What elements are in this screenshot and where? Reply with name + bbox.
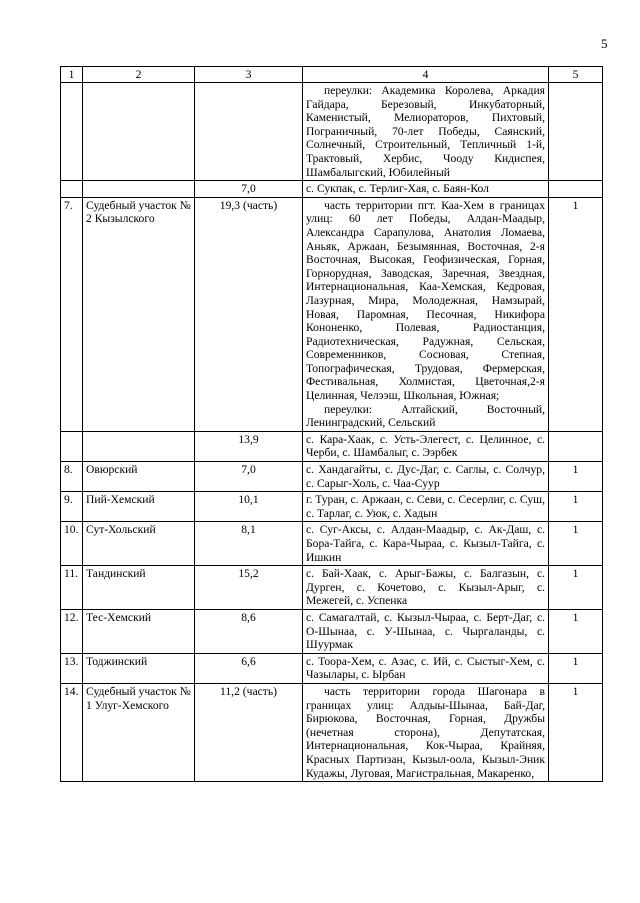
row-number: 10. xyxy=(61,522,83,566)
column-number: 2 xyxy=(83,67,195,83)
district-territory xyxy=(303,653,549,683)
row-number: 9. xyxy=(61,492,83,522)
district-count: 1 xyxy=(549,522,603,566)
district-count xyxy=(549,83,603,181)
table-row xyxy=(61,609,603,653)
district-area: 6,6 xyxy=(195,653,303,683)
district-territory xyxy=(303,522,549,566)
column-number: 3 xyxy=(195,67,303,83)
district-name xyxy=(83,181,195,198)
territory-paragraph: с. Тоора-Хем, с. Азас, с. Ий, с. Сыстыг-Хем, с. Чазылары, с. Ырбан xyxy=(306,654,545,682)
district-name: Тоджинский xyxy=(83,653,195,683)
district-count xyxy=(549,431,603,461)
district-area: 15,2 xyxy=(195,566,303,610)
territory-paragraph: с. Суг-Аксы, с. Алдан-Маадыр, с. Ак-Даш, с. Бора-Тайга, с. Кара-Чыраа, с. Кызыл-Тайга, с. Ишкин xyxy=(306,523,545,564)
row-number: 11. xyxy=(61,566,83,610)
page-number: 5 xyxy=(601,36,608,51)
district-count: 1 xyxy=(549,197,603,431)
district-territory xyxy=(303,609,549,653)
district-territory xyxy=(303,462,549,492)
table-row xyxy=(61,653,603,683)
territory-paragraph: с. Самагалтай, с. Кызыл-Чыраа, с. Берт-Даг, с. О-Шынаа, с. У-Шынаа, с. Чыргаланды, с. Шуурмак xyxy=(306,610,545,652)
table-row xyxy=(61,566,603,610)
row-number: 12. xyxy=(61,609,83,653)
column-number: 5 xyxy=(549,67,603,83)
territory-paragraph: с. Кара-Хаак, с. Усть-Элегест, с. Целинное, с. Черби, с. Шамбалыг, с. Ээрбек xyxy=(306,432,545,460)
table-row xyxy=(61,181,603,198)
table-row xyxy=(61,431,603,461)
district-name: Тандинский xyxy=(83,566,195,610)
district-name: Судебный участок № 2 Кызылского xyxy=(83,197,195,431)
district-area: 19,3 (часть) xyxy=(195,197,303,431)
column-number: 4 xyxy=(303,67,549,83)
table-row xyxy=(61,522,603,566)
row-number xyxy=(61,181,83,198)
district-name: Судебный участок № 1 Улуг-Хемского xyxy=(83,683,195,781)
district-area: 13,9 xyxy=(195,431,303,461)
district-name: Тес-Хемский xyxy=(83,609,195,653)
judicial-districts-table xyxy=(60,66,603,782)
territory-paragraph: с. Бай-Хаак, с. Арыг-Бажы, с. Балгазын, с. Дурген, с. Кочетово, с. Кызыл-Арыг, с. Межегей, с. Успенка xyxy=(306,567,545,608)
column-number-row xyxy=(61,67,603,83)
table-row xyxy=(61,492,603,522)
territory-paragraph: переулки: Алтайский, Восточный, Ленинградский, Сельский xyxy=(306,402,545,430)
district-name: Овюрский xyxy=(83,462,195,492)
district-territory xyxy=(303,83,549,181)
district-area: 11,2 (часть) xyxy=(195,683,303,781)
district-area xyxy=(195,83,303,181)
district-count: 1 xyxy=(549,609,603,653)
territory-paragraph: часть территории города Шагонара в границах улиц: Алдыы-Шынаа, Бай-Даг, Бирюкова, Восточная, Горная, Дружбы (нечетная сторона), Депутатская, Интернациональная, Кок-Чыраа, Крайняя, Красных Партизан, Кызыл-оола, Кызыл-Эник Кудажы, Луговая, Магистральная, Макаренко, xyxy=(306,684,545,780)
district-area: 10,1 xyxy=(195,492,303,522)
district-area: 7,0 xyxy=(195,181,303,198)
row-number: 13. xyxy=(61,653,83,683)
district-area: 7,0 xyxy=(195,462,303,492)
territory-paragraph: с. Сукпак, с. Терлиг-Хая, с. Баян-Кол xyxy=(306,182,489,196)
district-territory xyxy=(303,492,549,522)
row-number: 8. xyxy=(61,462,83,492)
column-number: 1 xyxy=(61,67,83,83)
district-name xyxy=(83,83,195,181)
table-row xyxy=(61,683,603,781)
district-territory xyxy=(303,683,549,781)
district-territory xyxy=(303,197,549,431)
district-name: Пий-Хемский xyxy=(83,492,195,522)
territory-paragraph: г. Туран, с. Аржаан, с. Севи, с. Сесерлиг, с. Суш, с. Тарлаг, с. Уюк, с. Хадын xyxy=(306,493,545,520)
district-count: 1 xyxy=(549,683,603,781)
district-count: 1 xyxy=(549,653,603,683)
district-count: 1 xyxy=(549,566,603,610)
table-row xyxy=(61,83,603,181)
district-area: 8,6 xyxy=(195,609,303,653)
row-number: 7. xyxy=(61,197,83,431)
row-number xyxy=(61,83,83,181)
row-number xyxy=(61,431,83,461)
district-count xyxy=(549,181,603,198)
table-row xyxy=(61,197,603,431)
district-name: Сут-Хольский xyxy=(83,522,195,566)
district-count: 1 xyxy=(549,492,603,522)
row-number: 14. xyxy=(61,683,83,781)
territory-paragraph: с. Хандагайты, с. Дус-Даг, с. Саглы, с. Солчур, с. Сарыг-Холь, с. Чаа-Суур xyxy=(306,463,545,490)
district-territory xyxy=(303,431,549,461)
territory-paragraph: часть территории пгт. Каа-Хем в границах улиц: 60 лет Победы, Алдан-Маадыр, Александра Сарапулова, Анатолия Ломаева, Аньяк, Аржаан, Безымянная, Восточная, 2-я Восточная, Высокая, Геофизическая, Горная, Горнорудная, Заводская, Заречная, Звездная, Интернациональная, Каа-Хемская, Кедровая, Лазурная, Мира, Молодежная, Намзырай, Новая, Паромная, Песочная, Никифора Кононенко, Полевая, Радиостанция, Радиотехническая, Радужная, Сельская, Современников, Сосновая, Степная, Топографическая, Трудовая, Фермерская, Фестивальная, Холмистая, Цветочная,2-я Целинная, Челээш, Школьная, Южная; xyxy=(306,198,545,403)
district-count: 1 xyxy=(549,462,603,492)
table-row xyxy=(61,462,603,492)
district-area: 8,1 xyxy=(195,522,303,566)
territory-paragraph: переулки: Академика Королева, Аркадия Гайдара, Березовый, Инкубаторный, Каменистый, Мелиораторов, Пихтовый, Пограничный, 70-лет Победы, Саянский, Солнечный, Строительный, Тепличный 1-й, Трактовый, Хербис, Чооду Кидиспея, Шамбалыгский, Юбилейный xyxy=(306,84,545,179)
district-territory xyxy=(303,181,549,198)
district-name xyxy=(83,431,195,461)
district-territory xyxy=(303,566,549,610)
